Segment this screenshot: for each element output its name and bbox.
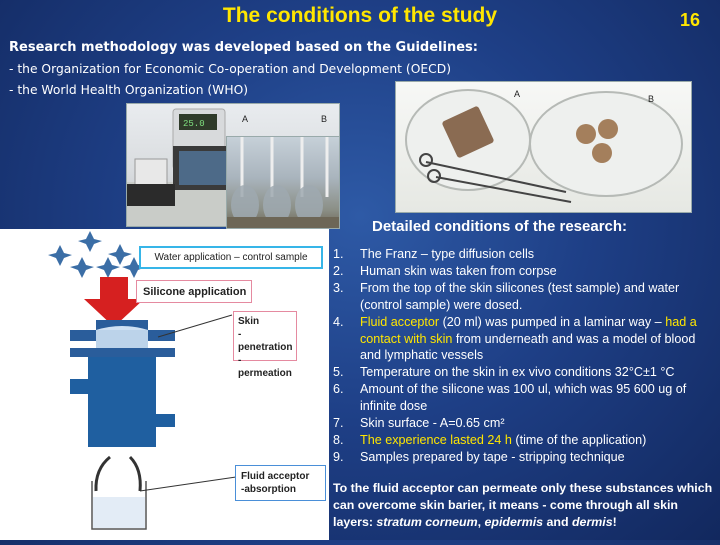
fluid-acceptor-label — [235, 465, 326, 501]
list-item: 8. The experience lasted 24 h (time of the application) — [333, 432, 647, 447]
slide-number: 16 — [680, 10, 701, 30]
conclusion-text: To the fluid acceptor can permeate only these substances which can overcome skin barier, it means - come through all skin layers: stratum corneum, epidermis and dermis! — [333, 481, 713, 529]
water-application-label: Water application – control sample — [139, 246, 323, 269]
list-item: 3. From the top of the skin silicones (test sample) and water (control sample) were dosed. — [333, 280, 680, 312]
list-item: 5. Temperature on the skin in ex vivo conditions 32°C±1 °C — [333, 365, 675, 380]
fluid-label-line: Fluid acceptor — [241, 471, 310, 482]
list-item: 6. Amount of the silicone was 100 ul, which was 95 600 ug of infinite dose — [333, 382, 687, 414]
diffusion-cells-photo — [226, 136, 340, 229]
skin-label-line: -permeation — [238, 355, 292, 379]
skin-label-line: -penetration — [238, 329, 293, 353]
fluid-label-line: -absorption — [241, 484, 296, 495]
slide-title: The conditions of the study — [222, 4, 498, 27]
lab-photo-label-a: A — [242, 114, 249, 124]
list-item: 2. Human skin was taken from corpse — [333, 263, 557, 278]
silicone-application-label: Silicone application — [136, 280, 252, 303]
down-arrow-icon — [84, 277, 144, 327]
guideline-oecd: - the Organization for Economic Co-operation and Development (OECD) — [9, 62, 451, 76]
research-conditions-list — [333, 246, 718, 466]
list-item: 1. The Franz – type diffusion cells — [333, 247, 535, 261]
skin-photo-label-a: A — [514, 89, 521, 99]
skin-samples-photo — [395, 81, 692, 213]
guideline-who: - the World Health Organization (WHO) — [9, 83, 249, 97]
skin-penetration-label — [233, 311, 297, 379]
skin-label-line: Skin — [238, 316, 260, 327]
detailed-conditions-heading: Detailed conditions of the research: — [372, 218, 628, 235]
list-item: 4. Fluid acceptor (20 ml) was pumped in a laminar way – had a contact with skin from underneath and was a model of blood and lymphatic vessels — [333, 314, 697, 363]
skin-layer-icon — [96, 330, 148, 348]
lab-photo-label-b: B — [321, 114, 328, 124]
skin-photo-label-b: B — [648, 94, 655, 104]
list-item: 7. Skin surface - A=0.65 cm² — [333, 416, 505, 431]
list-item: 9. Samples prepared by tape - stripping technique — [333, 449, 625, 464]
methodology-intro: Research methodology was developed based on the Guidelines: — [9, 40, 478, 55]
thermostat-display: 25.0 — [183, 119, 205, 129]
silicone-droplets-icon — [48, 231, 146, 278]
